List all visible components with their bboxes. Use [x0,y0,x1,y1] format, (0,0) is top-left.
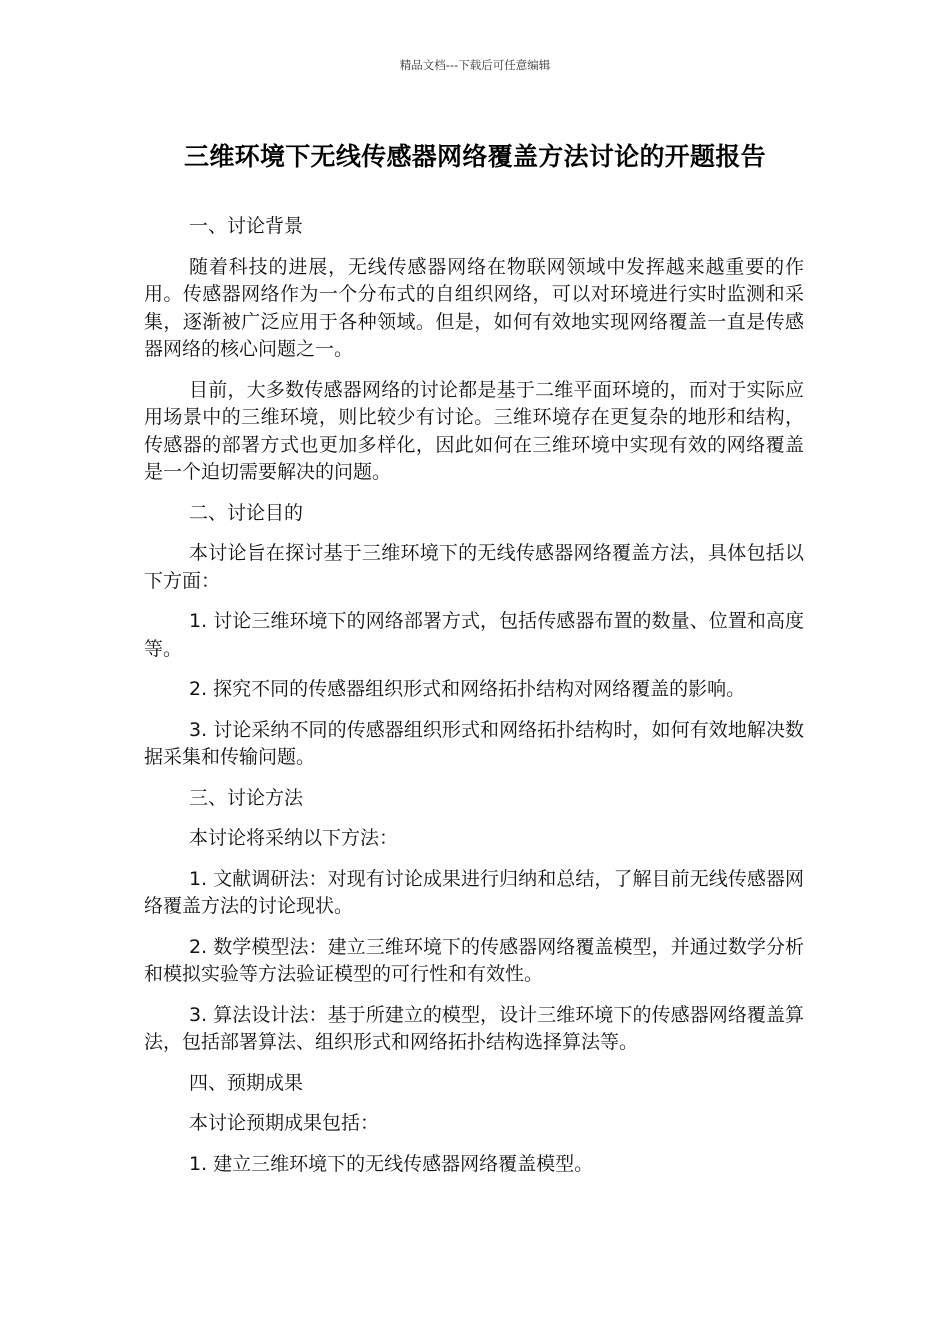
paragraph: 随着科技的进展，无线传感器网络在物联网领域中发挥越来越重要的作用。传感器网络作为一个分布式的自组织网络，可以对环境进行实时监测和采集，逐渐被广泛应用于各种领域。但是，如何有效地实现网络覆盖一直是传感器网络的核心问题之一。 [144,255,804,360]
section-heading-background: 一、讨论背景 [189,215,304,237]
section-heading-purpose: 二、讨论目的 [189,501,304,524]
list-item: 1. 建立三维环境下的无线传感器网络覆盖模型。 [189,1152,594,1175]
paragraph: 目前，大多数传感器网络的讨论都是基于二维平面环境的，而对于实际应用场景中的三维环境，则比较少有讨论。三维环境存在更复杂的地形和结构，传感器的部署方式也更加多样化，因此如何在三维环境中实现有效的网络覆盖是一个迫切需要解决的问题。 [144,378,804,483]
document-body [144,213,804,1191]
list-item: 3. 算法设计法：基于所建立的模型，设计三维环境下的传感器网络覆盖算法，包括部署算法、组织形式和网络拓扑结构选择算法等。 [144,1003,804,1053]
list-item: 2. 探究不同的传感器组织形式和网络拓扑结构对网络覆盖的影响。 [189,678,746,700]
list-item: 1. 讨论三维环境下的网络部署方式，包括传感器布置的数量、位置和高度等。 [144,610,804,660]
document-title: 三维环境下无线传感器网络覆盖方法讨论的开题报告 [184,142,766,171]
list-item: 3. 讨论采纳不同的传感器组织形式和网络拓扑结构时，如何有效地解决数据采集和传输问题。 [144,718,804,768]
list-item: 1. 文献调研法：对现有讨论成果进行归纳和总结，了解目前无线传感器网络覆盖方法的讨论现状。 [144,867,804,917]
paragraph: 本讨论预期成果包括： [189,1112,380,1134]
list-item: 2. 数学模型法：建立三维环境下的传感器网络覆盖模型，并通过数学分析和模拟实验等方法验证模型的可行性和有效性。 [144,935,804,985]
paragraph: 本讨论将采纳以下方法： [189,827,399,849]
paragraph: 本讨论旨在探讨基于三维环境下的无线传感器网络覆盖方法，具体包括以下方面： [144,542,804,592]
section-heading-expected-results: 四、预期成果 [189,1071,304,1094]
page-header-note: 精品文档---下载后可任意编辑 [399,58,551,72]
section-heading-method: 三、讨论方法 [189,786,304,809]
